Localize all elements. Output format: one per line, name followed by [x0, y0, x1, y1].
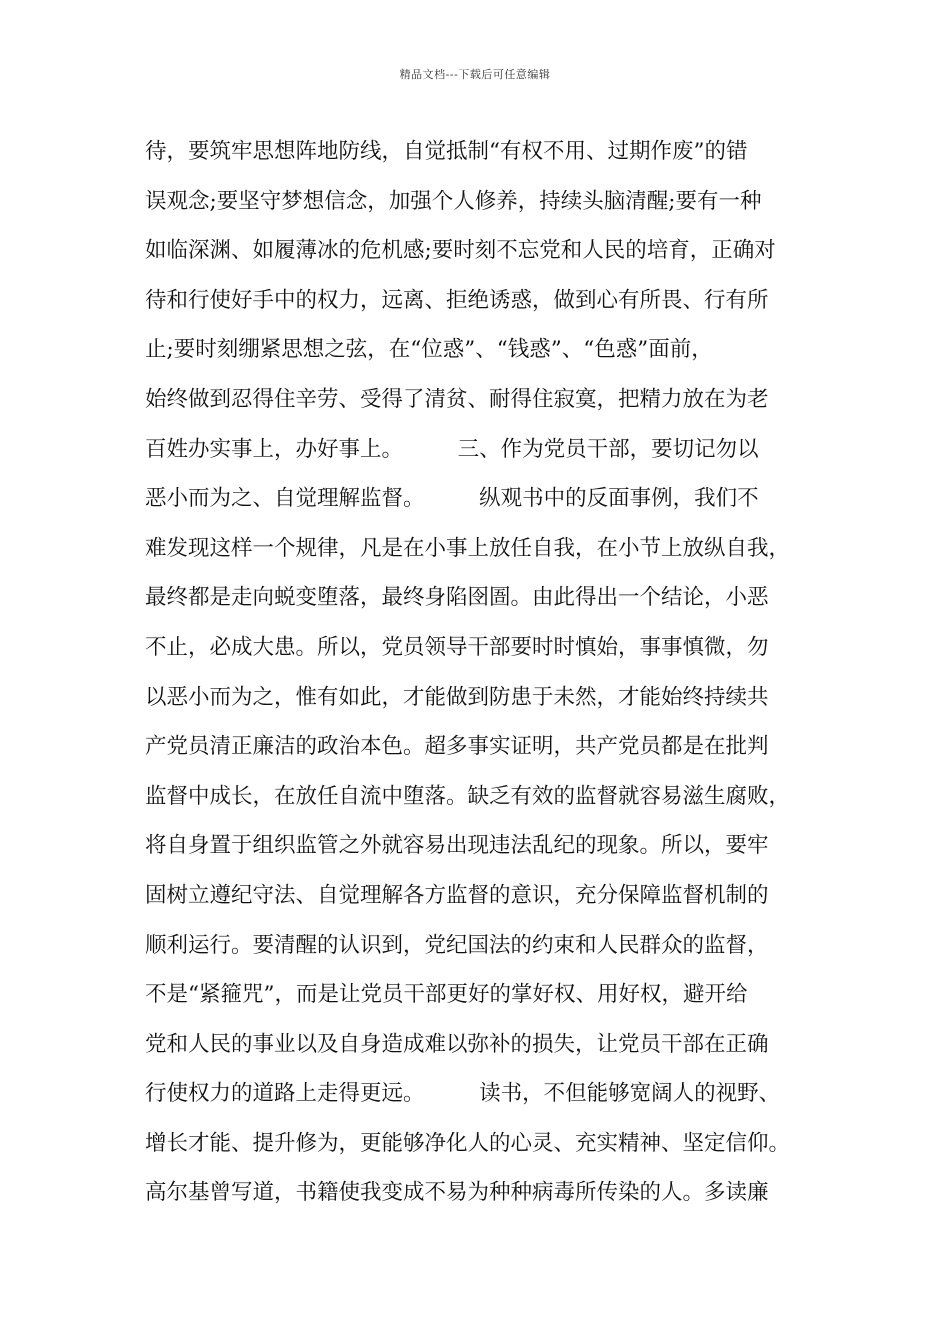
page-header: 精品文档---下载后可任意编辑 [399, 68, 551, 81]
text-line: 产党员清正廉洁的政治本色。超多事实证明，共产党员都是在批判 [145, 734, 769, 760]
text-line: 如临深渊、如履薄冰的危机感;要时刻不忘党和人民的培育，正确对 [145, 238, 776, 264]
text-line: 百姓办实事上，办好事上。 三、作为党员干部，要切记勿以 [145, 436, 759, 462]
text-line: 行使权力的道路上走得更远。 读书，不但能够宽阔人的视野、 [145, 1081, 781, 1107]
text-line: 误观念;要坚守梦想信念，加强个人修养，持续头脑清醒;要有一种 [145, 188, 762, 214]
text-line: 顺利运行。要清醒的认识到，党纪国法的约束和人民群众的监督， [145, 932, 769, 958]
text-line: 待，要筑牢思想阵地防线，自觉抵制“有权不用、过期作废”的错 [145, 139, 748, 164]
text-line: 待和行使好手中的权力，远离、拒绝诱惑，做到心有所畏、行有所 [145, 287, 769, 313]
text-line: 监督中成长，在放任自流中堕落。缺乏有效的监督就容易滋生腐败， [145, 783, 791, 809]
text-line: 以恶小而为之，惟有如此，才能做到防患于未然，才能始终持续共 [145, 684, 769, 710]
text-line: 恶小而为之、自觉理解监督。 纵观书中的反面事例，我们不 [145, 486, 759, 512]
text-line: 不止，必成大患。所以，党员领导干部要时时慎始，事事慎微，勿 [145, 634, 769, 660]
text-line: 党和人民的事业以及自身造成难以弥补的损失，让党员干部在正确 [145, 1031, 769, 1057]
text-line: 不是“紧箍咒”，而是让党员干部更好的掌好权、用好权，避开给 [145, 982, 748, 1008]
text-line: 始终做到忍得住辛劳、受得了清贫、耐得住寂寞，把精力放在为老 [145, 386, 769, 412]
text-line: 高尔基曾写道，书籍使我变成不易为种种病毒所传染的人。多读廉 [145, 1180, 769, 1206]
text-line: 止;要时刻绷紧思想之弦，在“位惑”、“钱惑”、“色惑”面前， [145, 337, 713, 363]
text-line: 将自身置于组织监管之外就容易出现违法乱纪的现象。所以，要牢 [145, 833, 769, 859]
body-text [145, 132, 845, 1223]
text-line: 增长才能、提升修为，更能够净化人的心灵、充实精神、坚定信仰。 [145, 1130, 791, 1156]
text-line: 固树立遵纪守法、自觉理解各方监督的意识，充分保障监督机制的 [145, 882, 769, 908]
text-line: 难发现这样一个规律，凡是在小事上放任自我，在小节上放纵自我， [145, 535, 791, 561]
text-line: 最终都是走向蜕变堕落，最终身陷囹圄。由此得出一个结论，小恶 [145, 585, 769, 611]
